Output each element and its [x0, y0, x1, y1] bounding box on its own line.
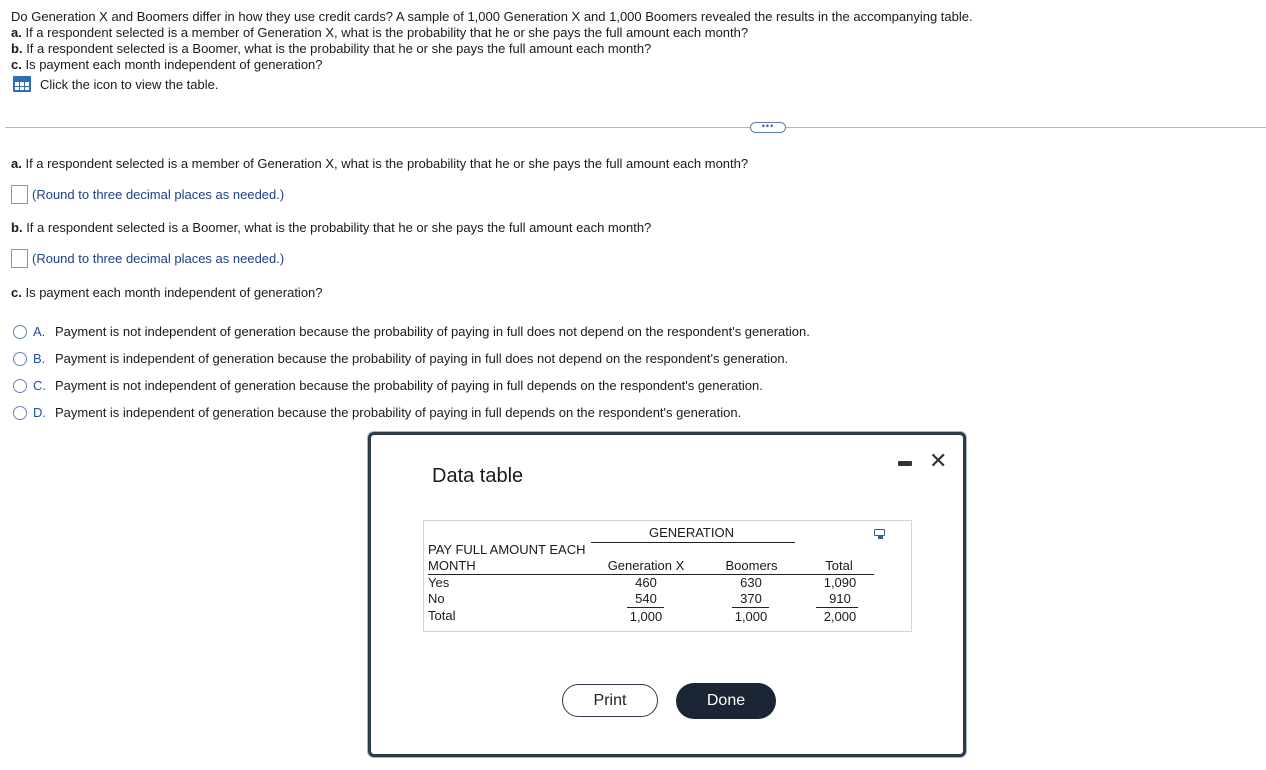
- row-label-no: No: [428, 591, 445, 606]
- row-label-total: Total: [428, 608, 456, 623]
- choice-d[interactable]: D. Payment is independent of generation because the probability of paying in full depends on the respondent's generation.: [13, 405, 741, 420]
- choice-b[interactable]: B. Payment is independent of generation because the probability of paying in full does not depend on the respondent's generation.: [13, 351, 788, 366]
- group-header-rule: [591, 542, 795, 543]
- choice-d-radio[interactable]: [13, 406, 27, 420]
- group-header: GENERATION: [649, 525, 734, 540]
- part-b-answer-input[interactable]: [11, 249, 28, 268]
- table-cell: 1,000: [629, 609, 663, 624]
- done-button[interactable]: Done: [676, 683, 776, 719]
- column-header-genx: Generation X: [607, 558, 685, 573]
- section-divider: [5, 127, 1266, 128]
- table-cell: 2,000: [823, 609, 857, 624]
- column-header-total: Total: [825, 558, 853, 573]
- table-icon[interactable]: [13, 76, 31, 92]
- data-table: [423, 520, 912, 632]
- close-icon[interactable]: ✕: [929, 448, 948, 473]
- part-a-question: a. If a respondent selected is a member of Generation X, what is the probability that he or she pays the full amount each month?: [11, 156, 749, 171]
- part-b-answer-row: [11, 249, 284, 268]
- choice-b-radio[interactable]: [13, 352, 27, 366]
- row-header-line1: PAY FULL AMOUNT EACH: [428, 542, 586, 557]
- part-a-hint: (Round to three decimal places as needed.): [32, 187, 285, 202]
- question-part-c: c. Is payment each month independent of generation?: [11, 57, 323, 72]
- question-intro-block: [11, 9, 973, 73]
- table-cell: 370: [740, 591, 762, 606]
- table-cell: 1,000: [734, 609, 768, 624]
- question-part-b: b. If a respondent selected is a Boomer, what is the probability that he or she pays the full amount each month?: [11, 41, 652, 56]
- question-part-a: a. If a respondent selected is a member of Generation X, what is the probability that he or she pays the full amount each month?: [11, 25, 749, 40]
- part-a-answer-row: [11, 185, 284, 204]
- part-b-question: b. If a respondent selected is a Boomer, what is the probability that he or she pays the full amount each month?: [11, 220, 652, 235]
- part-b-hint: (Round to three decimal places as needed.): [32, 251, 285, 266]
- minimize-icon[interactable]: [898, 461, 912, 466]
- choice-a-radio[interactable]: [13, 325, 27, 339]
- modal-title: Data table: [432, 465, 524, 487]
- sum-rule: [816, 607, 858, 608]
- part-a-answer-input[interactable]: [11, 185, 28, 204]
- choice-c-radio[interactable]: [13, 379, 27, 393]
- table-cell: 630: [740, 575, 762, 590]
- data-table-modal: [368, 432, 966, 757]
- row-label-yes: Yes: [428, 575, 450, 590]
- question-intro-text: Do Generation X and Boomers differ in how they use credit cards? A sample of 1,000 Generation X and 1,000 Boomers revealed the results in the accompanying table.: [11, 9, 973, 24]
- sum-rule: [732, 607, 769, 608]
- part-c-question: c. Is payment each month independent of generation?: [11, 285, 323, 300]
- choice-a[interactable]: A. Payment is not independent of generation because the probability of paying in full does not depend on the respondent's generation.: [13, 324, 810, 339]
- table-cell: 460: [635, 575, 657, 590]
- print-button[interactable]: Print: [562, 684, 658, 717]
- sum-rule: [627, 607, 664, 608]
- table-cell: 540: [635, 591, 657, 606]
- column-header-boomers: Boomers: [725, 558, 778, 573]
- table-cell: 910: [829, 591, 851, 606]
- view-table-link[interactable]: [13, 76, 218, 92]
- expand-more-button[interactable]: •••: [750, 122, 786, 133]
- row-header-line2: MONTH: [428, 558, 476, 573]
- view-table-text: Click the icon to view the table.: [40, 76, 219, 92]
- copy-icon[interactable]: [874, 529, 886, 539]
- choice-c[interactable]: C. Payment is not independent of generation because the probability of paying in full depends on the respondent's generation.: [13, 378, 763, 393]
- table-cell: 1,090: [823, 575, 857, 590]
